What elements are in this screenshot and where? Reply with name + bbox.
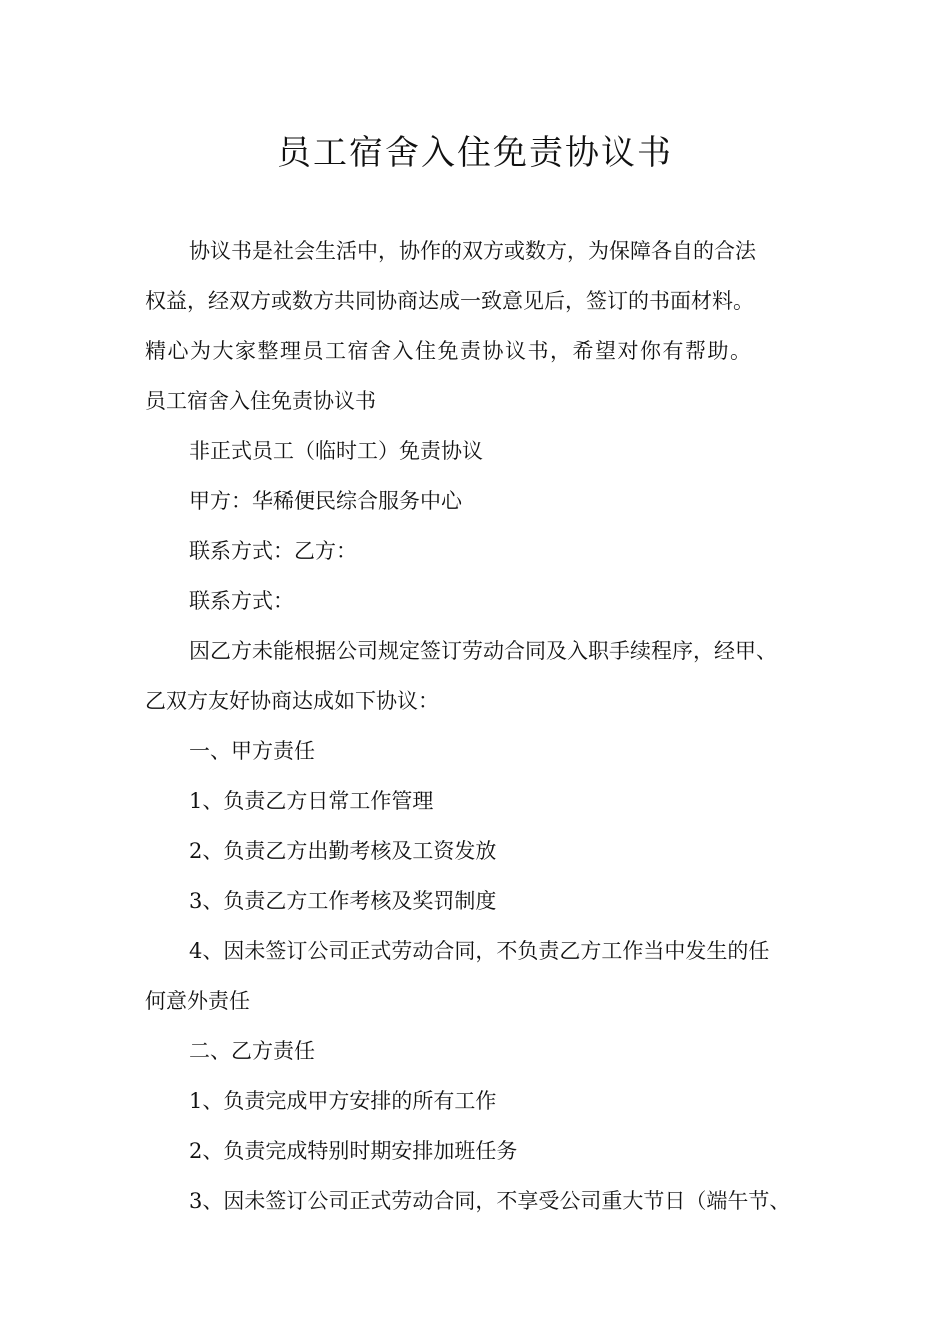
- paragraph-line: 员工宿舍入住免责协议书: [145, 389, 376, 413]
- paragraph-line: 联系方式：乙方：: [189, 539, 357, 563]
- section-heading: 一、甲方责任: [189, 739, 315, 763]
- list-item: 2、负责完成特别时期安排加班任务: [189, 1139, 518, 1163]
- section-heading: 二、乙方责任: [189, 1039, 315, 1063]
- paragraph-line: 协议书是社会生活中，协作的双方或数方，为保障各自的合法: [189, 239, 756, 263]
- paragraph-line: 精心为大家整理员工宿舍入住免责协议书，希望对你有帮助。: [145, 339, 753, 363]
- paragraph-line: 联系方式：: [189, 589, 294, 613]
- list-item: 3、负责乙方工作考核及奖罚制度: [189, 889, 497, 913]
- list-item: 1、负责乙方日常工作管理: [189, 789, 434, 813]
- paragraph-line: 乙双方友好协商达成如下协议：: [145, 689, 439, 713]
- list-item: 2、负责乙方出勤考核及工资发放: [189, 839, 497, 863]
- document-title: 员工宿舍入住免责协议书: [277, 133, 673, 173]
- list-item: 3、因未签订公司正式劳动合同，不享受公司重大节日（端午节、: [189, 1189, 791, 1213]
- list-item-continuation: 何意外责任: [145, 989, 250, 1013]
- list-item: 4、因未签订公司正式劳动合同，不负责乙方工作当中发生的任: [189, 939, 770, 963]
- paragraph-line: 权益，经双方或数方共同协商达成一致意见后，签订的书面材料。: [145, 289, 754, 313]
- paragraph-line: 甲方：华稀便民综合服务中心: [189, 489, 462, 513]
- paragraph-line: 非正式员工（临时工）免责协议: [189, 439, 483, 463]
- list-item: 1、负责完成甲方安排的所有工作: [189, 1089, 497, 1113]
- document-body: [145, 226, 825, 1226]
- paragraph-line: 因乙方未能根据公司规定签订劳动合同及入职手续程序，经甲、: [189, 639, 777, 663]
